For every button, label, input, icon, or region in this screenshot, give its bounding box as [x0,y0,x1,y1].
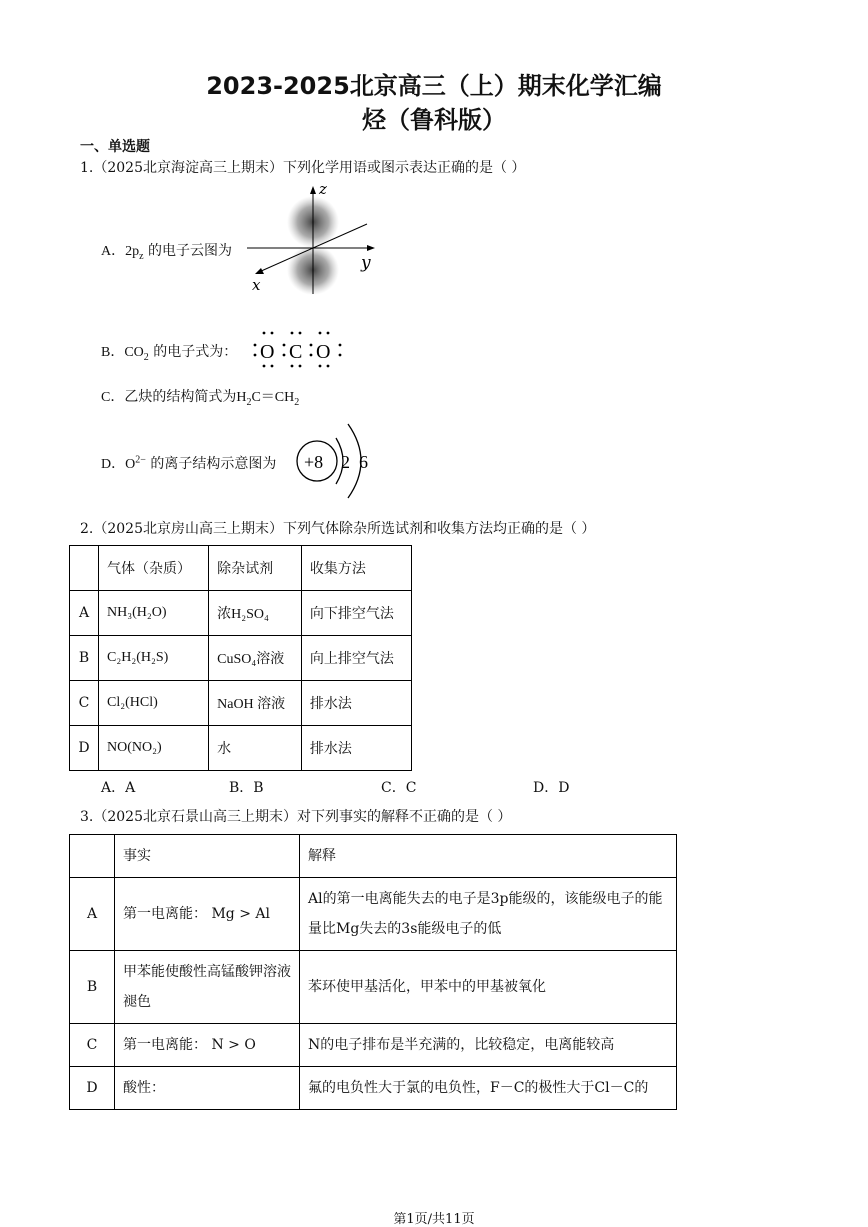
table-row: C 第一电离能： N > O N的电子排布是半充满的，比较稳定，电离能较高 [70,1024,677,1067]
electron-cloud-diagram [245,180,385,295]
choice-c: C．C [381,780,417,796]
y-arrow [367,245,375,251]
x-arrow [255,268,264,274]
nucleus-charge: +8 [304,452,324,472]
table-row: B C₂H₂(H₂S) CuSO₄溶液 向上排空气法 [70,636,412,681]
choice-a: A．A [101,780,136,796]
z-label: z [319,180,327,198]
q2-choices [101,777,601,797]
section-heading: 一、单选题 [80,139,150,155]
q1-option-c: C．乙炔的结构简式为$H_2C=CH_2$ [101,390,300,408]
shell-1-count: 2 [341,452,350,472]
q2-stem: 2.（2025北京房山高三上期末）下列气体除杂所选试剂和收集方法均正确的是（ ） [80,521,596,537]
header-cell: 除杂试剂 [209,546,302,591]
table-row: B 甲苯能使酸性高锰酸钾溶液褪色 苯环使甲基活化，甲苯中的甲基被氧化 [70,951,677,1024]
q1-option-d: D．$O^{2-}$ 的离子结构示意图为 [101,454,277,472]
x-label: x [252,276,261,294]
table-row: A NH₃(H₂O) 浓H₂SO₄ 向下排空气法 [70,591,412,636]
z-arrow [310,186,316,194]
table-header-row: 事实 解释 [70,835,677,878]
choice-d: D．D [533,780,570,796]
table-header-row [70,546,412,591]
y-label: y [361,253,371,273]
header-cell: 气体（杂质） [99,546,209,591]
doc-title-line1: 2023-2025北京高三（上）期末化学汇编 [206,72,662,100]
atom-o-right: O [316,341,331,363]
q1-option-b: B．$CO_2$ 的电子式为： [101,344,238,363]
table-row: A 第一电离能： Mg > Al Al的第一电离能失去的电子是3p能级的，该能级电子的能量比Mg失去的3s能级电子的低 [70,878,677,951]
q1-option-a: A．$2p_z$ 的电子云图为 [101,243,233,262]
page-footer: 第1页/共11页 [393,1212,475,1227]
header-cell: 收集方法 [301,546,411,591]
table-row: C Cl₂(HCl) NaOH 溶液 排水法 [70,681,412,726]
q2-table [69,545,412,771]
choice-b: B．B [229,780,264,796]
table-row: D 酸性： 氟的电负性大于氯的电负性，F－C的极性大于Cl－C的 [70,1067,677,1110]
atom-c: C [289,341,303,363]
ion-structure-diagram [292,418,382,504]
q3-table [69,834,677,1110]
table-row: D NO(NO₂) 水 排水法 [70,726,412,771]
atom-o-left: O [260,341,275,363]
co2-electron-formula [250,328,346,370]
header-cell [70,546,99,591]
q3-stem: 3.（2025北京石景山高三上期末）对下列事实的解释不正确的是（ ） [80,809,512,825]
doc-title-line2: 烃（鲁科版） [362,106,506,134]
shell-2-count: 6 [359,452,368,472]
q1-stem: 1.（2025北京海淀高三上期末）下列化学用语或图示表达正确的是（ ） [80,160,526,176]
